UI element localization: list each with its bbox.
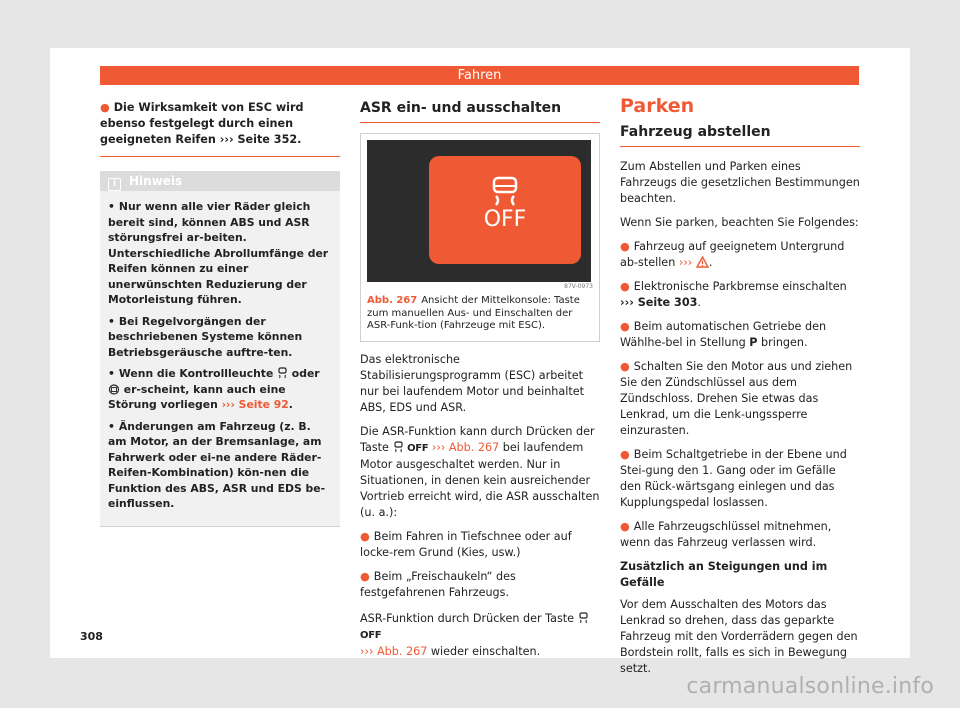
hinweis-box <box>100 171 340 527</box>
note-item: • Änderungen am Fahrzeug (z. B. am Motor, an der Bremsanlage, am Fahrwerk oder ei-ne andere Räder-Reifen-Kombination) kön-nen die Funktion des ABS, ASR und EDS be-einflussen. <box>108 419 326 510</box>
paragraph: Wenn Sie parken, beachten Sie Folgendes: <box>620 216 859 229</box>
list-item: ● Elektronische Parkbremse einschalten ››› Seite 303. <box>620 280 847 309</box>
list-item: ● Alle Fahrzeugschlüssel mitnehmen, wenn das Fahrzeug verlassen wird. <box>620 520 832 549</box>
hinweis-header <box>100 171 340 191</box>
section-title-parking: Fahrzeug abstellen <box>620 124 860 147</box>
column-middle <box>360 96 600 660</box>
traction-control-icon <box>393 441 404 453</box>
warning-page-link[interactable]: ››› Seite 352 <box>219 133 298 146</box>
esc-warning-icon <box>108 384 120 395</box>
paragraph: Die ASR-Funktion kann durch Drücken der Taste OFF ››› Abb. 267 bei laufendem Motor ausgeschaltet werden. Nur in Situationen, in denen kein ausreichender Vortrieb erreicht wird, die ASR ausschalten (u. a.): <box>360 424 600 519</box>
page-link[interactable]: ››› Seite 303 <box>620 296 698 309</box>
figure-link[interactable]: Abb. 267 <box>448 440 500 454</box>
paragraph: ASR-Funktion durch Drücken der Taste OFF ››› Abb. 267 wieder einschalten. <box>360 611 600 660</box>
traction-control-icon <box>578 612 589 624</box>
traction-control-icon <box>277 367 288 379</box>
hinweis-title: Hinweis <box>129 174 183 188</box>
column-left <box>100 96 340 527</box>
subheading: Zusätzlich an Steigungen und im Gefälle <box>620 560 828 589</box>
list-item: ● Beim Fahren in Tiefschnee oder auf locke-rem Grund (Kies, usw.) <box>360 529 572 559</box>
watermark: carmanualsonline.info <box>686 674 934 699</box>
figure-image <box>367 140 591 282</box>
warning-triangle-icon[interactable] <box>696 256 709 268</box>
bullet-icon: ● <box>100 101 110 114</box>
list-item: ● Schalten Sie den Motor aus und ziehen Sie den Zündschlüssel aus dem Zündschloss. Drehen Sie etwas das Lenkrad, um die Lenk-ungssperre einzurasten. <box>620 360 853 437</box>
note-item: • Bei Regelvorgängen der beschriebenen Systeme können Betriebsgeräusche auftre-ten. <box>108 314 303 359</box>
figure-267 <box>360 133 600 342</box>
page-number: 308 <box>80 630 103 643</box>
asr-off-button-illustration <box>429 156 581 264</box>
chapter-title: Parken <box>620 95 695 117</box>
paragraph: Das elektronische Stabilisierungsprogramm (ESC) arbeitet nur bei laufendem Motor und beinhaltet ABS, EDS und ASR. <box>360 352 585 414</box>
note-page-link[interactable]: ››› Seite 92 <box>221 398 289 411</box>
figure-code: 87V-0973 <box>564 283 593 290</box>
warning-block: ● Die Wirksamkeit von ESC wird ebenso festgelegt durch einen geeigneten Reifen ››› Seite 352. <box>100 96 340 157</box>
note-item: • Nur wenn alle vier Räder gleich bereit sind, können ABS und ASR störungsfrei ar-beiten. Unterschiedliche Abrollumfänge der Reifen können zu einer unerwünschten Reduzierung der Motorleistung führen. <box>108 200 329 306</box>
hinweis-body <box>100 191 340 526</box>
caption-abb: Abb. 267 <box>367 295 418 306</box>
paragraph: Vor dem Ausschalten des Motors das Lenkrad so drehen, dass das geparkte Fahrzeug mit den Vorderrädern gegen den Bordstein rollt, falls es sich in Bewegung setzt. <box>620 598 858 675</box>
list-item: ● Beim Schaltgetriebe in der Ebene und Stei-gung den 1. Gang oder im Gefälle den Rück-wärtsgang einlegen und das Kupplungspedal loslassen. <box>620 448 847 509</box>
list-item: ● Beim automatischen Getriebe den Wählhe-bel in Stellung P bringen. <box>620 320 827 349</box>
section-header: Fahren <box>100 66 859 85</box>
column-right <box>620 96 860 677</box>
note-item: • Wenn die Kontrollleuchte oder er-scheint, kann auch eine Störung vorliegen ››› Seite 92. <box>108 367 320 411</box>
info-icon: i <box>108 178 121 191</box>
warning-text: Die Wirksamkeit von ESC wird ebenso festgelegt durch einen geeigneten Reifen <box>100 101 304 146</box>
list-item: ● Fahrzeug auf geeignetem Untergrund ab-stellen ››› . <box>620 240 845 269</box>
list-item: ● Beim „Freischaukeln“ des festgefahrenen Fahrzeugs. <box>360 569 516 599</box>
figure-caption: Abb. 267 Ansicht der Mittelkonsole: Taste zum manuellen Aus- und Einschalten der ASR-Funk-tion (Fahrzeuge mit ESC). <box>367 295 580 331</box>
section-title-asr: ASR ein- und ausschalten <box>360 100 600 123</box>
figure-link[interactable]: Abb. 267 <box>376 644 428 658</box>
paragraph: Zum Abstellen und Parken eines Fahrzeugs die gesetzlichen Bestimmungen beachten. <box>620 160 860 205</box>
off-label: OFF <box>483 207 527 232</box>
